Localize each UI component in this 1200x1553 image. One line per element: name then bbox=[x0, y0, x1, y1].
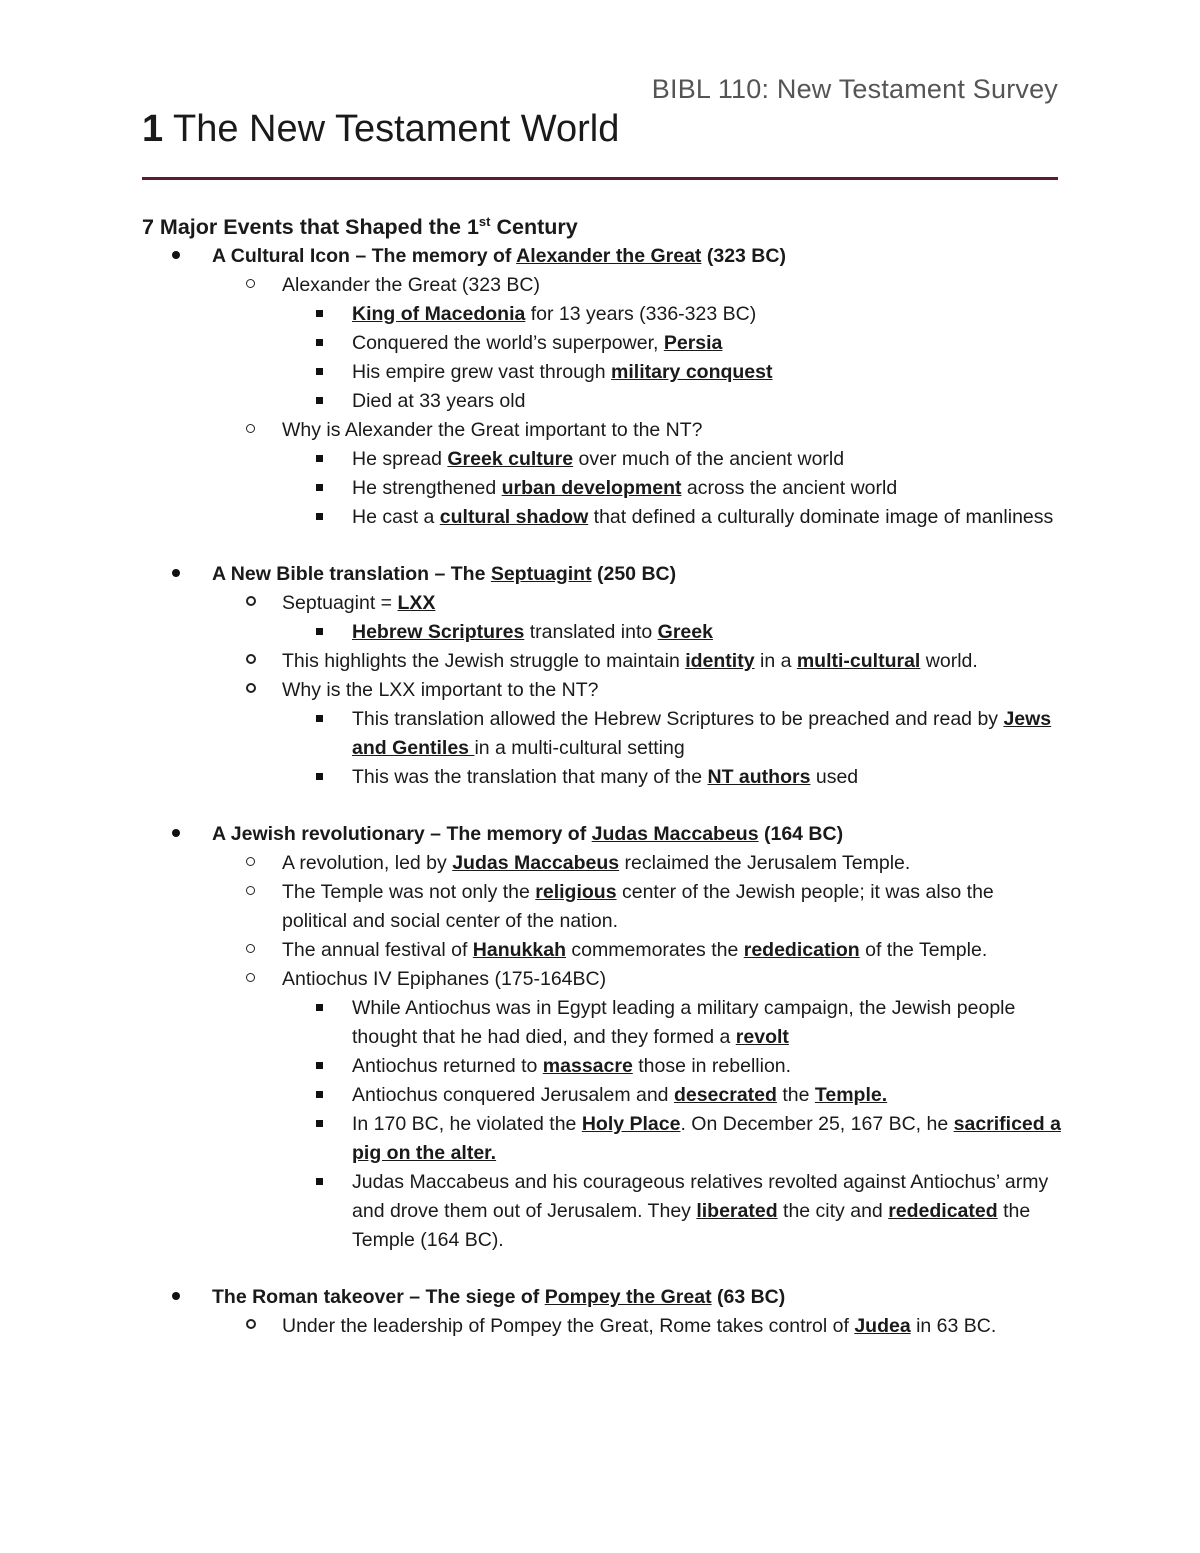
bullet-circle-icon bbox=[246, 857, 255, 866]
detail-item: In 170 BC, he violated the Holy Place. On December 25, 167 BC, he sacrificed a pig on the alter. bbox=[142, 1110, 1062, 1168]
spacer bbox=[142, 532, 1062, 560]
detail-item: Conquered the world’s superpower, Persia bbox=[142, 329, 1062, 358]
event-item: The Roman takeover – The siege of Pompey the Great (63 BC) bbox=[142, 1283, 1062, 1312]
bullet-square-icon bbox=[316, 628, 323, 635]
title-text: The New Testament World bbox=[173, 108, 620, 150]
detail-item: He cast a cultural shadow that defined a culturally dominate image of manliness bbox=[142, 503, 1062, 532]
bullet-circle-icon bbox=[246, 654, 256, 664]
detail-item: King of Macedonia for 13 years (336-323 BC) bbox=[142, 300, 1062, 329]
spacer bbox=[142, 792, 1062, 820]
detail-item: Antiochus conquered Jerusalem and desecrated the Temple. bbox=[142, 1081, 1062, 1110]
bullet-square-icon bbox=[316, 310, 323, 317]
page-title bbox=[142, 108, 619, 151]
bullet-square-icon bbox=[316, 484, 323, 491]
detail-item: Died at 33 years old bbox=[142, 387, 1062, 416]
sub-item: Why is Alexander the Great important to the NT? bbox=[142, 416, 1062, 445]
event-list bbox=[142, 242, 1062, 532]
spacer bbox=[142, 1255, 1062, 1283]
detail-item: Hebrew Scriptures translated into Greek bbox=[142, 618, 1062, 647]
course-header: BIBL 110: New Testament Survey bbox=[651, 74, 1058, 104]
title-rule bbox=[142, 177, 1058, 180]
bullet-square-icon bbox=[316, 1178, 323, 1185]
bullet-square-icon bbox=[316, 1062, 323, 1069]
sub-item: This highlights the Jewish struggle to maintain identity in a multi-cultural world. bbox=[142, 647, 1062, 676]
bullet-square-icon bbox=[316, 397, 323, 404]
event-item: A Cultural Icon – The memory of Alexander the Great (323 BC) bbox=[142, 242, 1062, 271]
bullet-circle-icon bbox=[246, 973, 255, 982]
bullet-square-icon bbox=[316, 1091, 323, 1098]
bullet-square-icon bbox=[316, 339, 323, 346]
event-item: A Jewish revolutionary – The memory of Judas Maccabeus (164 BC) bbox=[142, 820, 1062, 849]
event-list bbox=[142, 820, 1062, 1255]
sub-item: Antiochus IV Epiphanes (175-164BC) bbox=[142, 965, 1062, 994]
bullet-square-icon bbox=[316, 773, 323, 780]
bullet-dot-icon bbox=[172, 1292, 180, 1300]
bullet-circle-icon bbox=[246, 596, 256, 606]
bullet-square-icon bbox=[316, 715, 323, 722]
bullet-circle-icon bbox=[246, 683, 256, 693]
sub-item: The annual festival of Hanukkah commemorates the rededication of the Temple. bbox=[142, 936, 1062, 965]
detail-item: This translation allowed the Hebrew Scriptures to be preached and read by Jews and Gentiles in a multi-cultural setting bbox=[142, 705, 1062, 763]
bullet-square-icon bbox=[316, 368, 323, 375]
event-list bbox=[142, 1283, 1062, 1341]
detail-item: Judas Maccabeus and his courageous relatives revolted against Antiochus’ army and drove them out of Jerusalem. They liberated the city and rededicated the Temple (164 BC). bbox=[142, 1168, 1062, 1255]
bullet-square-icon bbox=[316, 1120, 323, 1127]
detail-item: His empire grew vast through military conquest bbox=[142, 358, 1062, 387]
sub-item: A revolution, led by Judas Maccabeus reclaimed the Jerusalem Temple. bbox=[142, 849, 1062, 878]
bullet-circle-icon bbox=[246, 944, 255, 953]
bullet-dot-icon bbox=[172, 251, 180, 259]
event-list bbox=[142, 560, 1062, 792]
bullet-square-icon bbox=[316, 1004, 323, 1011]
bullet-dot-icon bbox=[172, 569, 180, 577]
detail-item: He spread Greek culture over much of the ancient world bbox=[142, 445, 1062, 474]
detail-item: While Antiochus was in Egypt leading a military campaign, the Jewish people thought that he had died, and they formed a revolt bbox=[142, 994, 1062, 1052]
bullet-circle-icon bbox=[246, 279, 255, 288]
bullet-circle-icon bbox=[246, 886, 255, 895]
bullet-square-icon bbox=[316, 455, 323, 462]
detail-item: This was the translation that many of the NT authors used bbox=[142, 763, 1062, 792]
notes-content bbox=[142, 212, 1062, 1341]
sub-item: Under the leadership of Pompey the Great, Rome takes control of Judea in 63 BC. bbox=[142, 1312, 1062, 1341]
detail-item: He strengthened urban development across the ancient world bbox=[142, 474, 1062, 503]
bullet-dot-icon bbox=[172, 829, 180, 837]
sub-item: Alexander the Great (323 BC) bbox=[142, 271, 1062, 300]
bullet-square-icon bbox=[316, 513, 323, 520]
sub-item: Why is the LXX important to the NT? bbox=[142, 676, 1062, 705]
event-item: A New Bible translation – The Septuagint (250 BC) bbox=[142, 560, 1062, 589]
bullet-circle-icon bbox=[246, 424, 255, 433]
detail-item: Antiochus returned to massacre those in rebellion. bbox=[142, 1052, 1062, 1081]
sub-item: The Temple was not only the religious center of the Jewish people; it was also the political and social center of the nation. bbox=[142, 878, 1062, 936]
section-heading: 7 Major Events that Shaped the 1st Century bbox=[142, 214, 578, 239]
title-number: 1 bbox=[142, 108, 164, 150]
bullet-circle-icon bbox=[246, 1319, 256, 1329]
sub-item: Septuagint = LXX bbox=[142, 589, 1062, 618]
